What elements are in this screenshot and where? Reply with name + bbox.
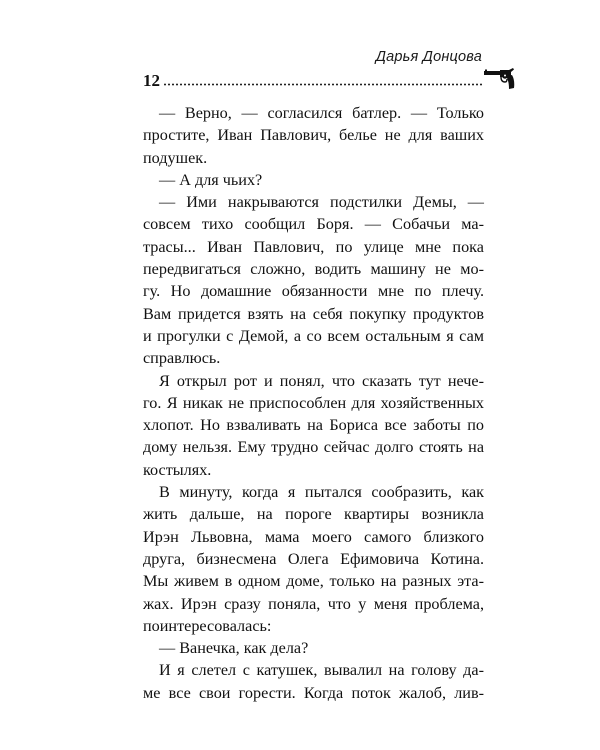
text-line: В минуту, когда я пытался сообразить, как: [159, 483, 484, 502]
text-line: гу. Но домашние обязанности мне по плечу.: [143, 282, 484, 301]
text-line: костылях.: [143, 460, 212, 479]
running-header-author: Дарья Донцова: [375, 49, 482, 65]
running-header: [143, 67, 483, 89]
text-line: справлюсь.: [143, 349, 221, 368]
revolver-icon: [484, 68, 516, 90]
text-line: — Верно, — согласился батлер. — Только: [159, 104, 484, 122]
text-line: — Ванечка, как дела?: [159, 639, 309, 658]
dot-leader: [163, 83, 483, 86]
text-line: жах. Ирэн сразу поняла, что у меня проблема,: [143, 594, 484, 613]
text-line: Ирэн Львовна, мама моего самого близкого: [143, 527, 484, 546]
text-line: Мы живем в одном доме, только на разных эта-: [143, 572, 484, 591]
page-number: 12: [143, 71, 160, 90]
text-line: трасы... Иван Павлович, по улице мне пока: [143, 237, 484, 256]
text-line: И я слетел с катушек, вывалил на голову да-: [159, 661, 484, 680]
text-line: го. Я никак не приспособлен для хозяйственных: [143, 393, 484, 412]
text-line: поинтересовалась:: [143, 616, 272, 635]
text-line: — А для чьих?: [159, 170, 263, 189]
text-line: — Ими накрываются подстилки Демы, —: [159, 193, 484, 212]
text-line: Я открыл рот и понял, что сказать тут нече-: [159, 371, 484, 390]
text-line: передвигаться сложно, водить машину не мо-: [143, 260, 484, 279]
text-line: и прогулки с Демой, а со всем остальным я сам: [143, 326, 484, 345]
text-line: подушек.: [143, 148, 208, 167]
text-line: простите, Иван Павлович, белье не для ваших: [143, 126, 484, 145]
body-text: [143, 102, 484, 704]
text-line: друга, бизнесмена Олега Ефимовича Котина.: [143, 549, 484, 568]
text-line: жить дальше, на пороге квартиры возникла: [143, 505, 484, 524]
text-line: хлопот. Но взваливать на Бориса все заботы по: [143, 416, 484, 435]
text-line: ме все свои горести. Когда поток жалоб, лив-: [143, 683, 484, 702]
text-line: Вам придется взять на себя покупку продуктов: [143, 304, 484, 323]
text-line: дому нельзя. Ему трудно сейчас долго стоять на: [143, 438, 484, 457]
text-line: совсем тихо сообщил Боря. — Собачьи ма-: [143, 215, 484, 234]
